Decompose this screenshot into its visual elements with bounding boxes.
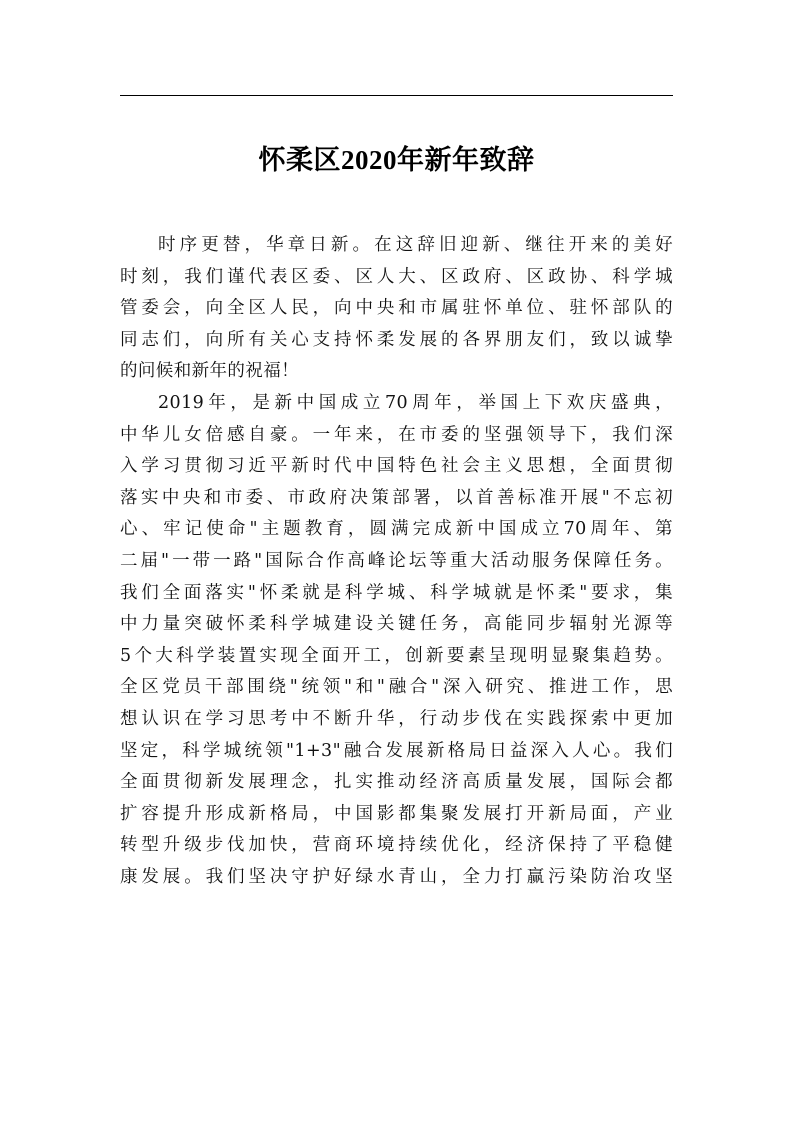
text-line: 同志们，向所有关心支持怀柔发展的各界朋友们，致以诚挚 <box>120 329 673 350</box>
text-line: 入学习贯彻习近平新时代中国特色社会主义思想，全面贯彻 <box>120 456 673 477</box>
paragraph-1 <box>120 230 673 388</box>
text-line: 落实中央和市委、市政府决策部署，以首善标准开展"不忘初 <box>120 487 673 508</box>
text-line: 想认识在学习思考中不断升华，行动步伐在实践探索中更加 <box>120 708 673 729</box>
text-line: 时刻，我们谨代表区委、区人大、区政府、区政协、科学城 <box>120 266 673 287</box>
text-line: 扩容提升形成新格局，中国影都集聚发展打开新局面，产业 <box>120 803 673 824</box>
document-title: 怀柔区2020年新年致辞 <box>258 145 535 175</box>
text-line: 我们全面落实"怀柔就是科学城、科学城就是怀柔"要求，集 <box>120 582 673 603</box>
text-line: 中华儿女倍感自豪。一年来，在市委的坚强领导下，我们深 <box>120 424 673 445</box>
text-line: 心、牢记使命"主题教育，圆满完成新中国成立70周年、第 <box>120 519 673 540</box>
text-line: 时序更替，华章日新。在这辞旧迎新、继往开来的美好 <box>158 235 673 255</box>
header-rule <box>120 95 673 96</box>
text-line: 康发展。我们坚决守护好绿水青山，全力打赢污染防治攻坚 <box>120 866 673 887</box>
text-line: 管委会，向全区人民，向中央和市属驻怀单位、驻怀部队的 <box>120 298 673 319</box>
text-line: 5个大科学装置实现全面开工，创新要素呈现明显聚集趋势。 <box>120 645 673 666</box>
text-line: 的问候和新年的祝福！ <box>120 361 299 382</box>
document-body <box>120 230 673 893</box>
text-line: 全面贯彻新发展理念，扎实推动经济高质量发展，国际会都 <box>120 772 673 793</box>
text-line: 中力量突破怀柔科学城建设关键任务，高能同步辐射光源等 <box>120 614 673 635</box>
text-line: 转型升级步伐加快，营商环境持续优化，经济保持了平稳健 <box>120 835 673 856</box>
text-line: 全区党员干部围绕"统领"和"融合"深入研究、推进工作，思 <box>120 677 673 698</box>
text-line: 二届"一带一路"国际合作高峰论坛等重大活动服务保障任务。 <box>120 550 673 571</box>
paragraph-2 <box>120 388 673 894</box>
text-line: 2019年，是新中国成立70周年，举国上下欢庆盛典， <box>158 392 673 413</box>
text-line: 坚定，科学城统领"1+3"融合发展新格局日益深入人心。我们 <box>120 740 673 761</box>
